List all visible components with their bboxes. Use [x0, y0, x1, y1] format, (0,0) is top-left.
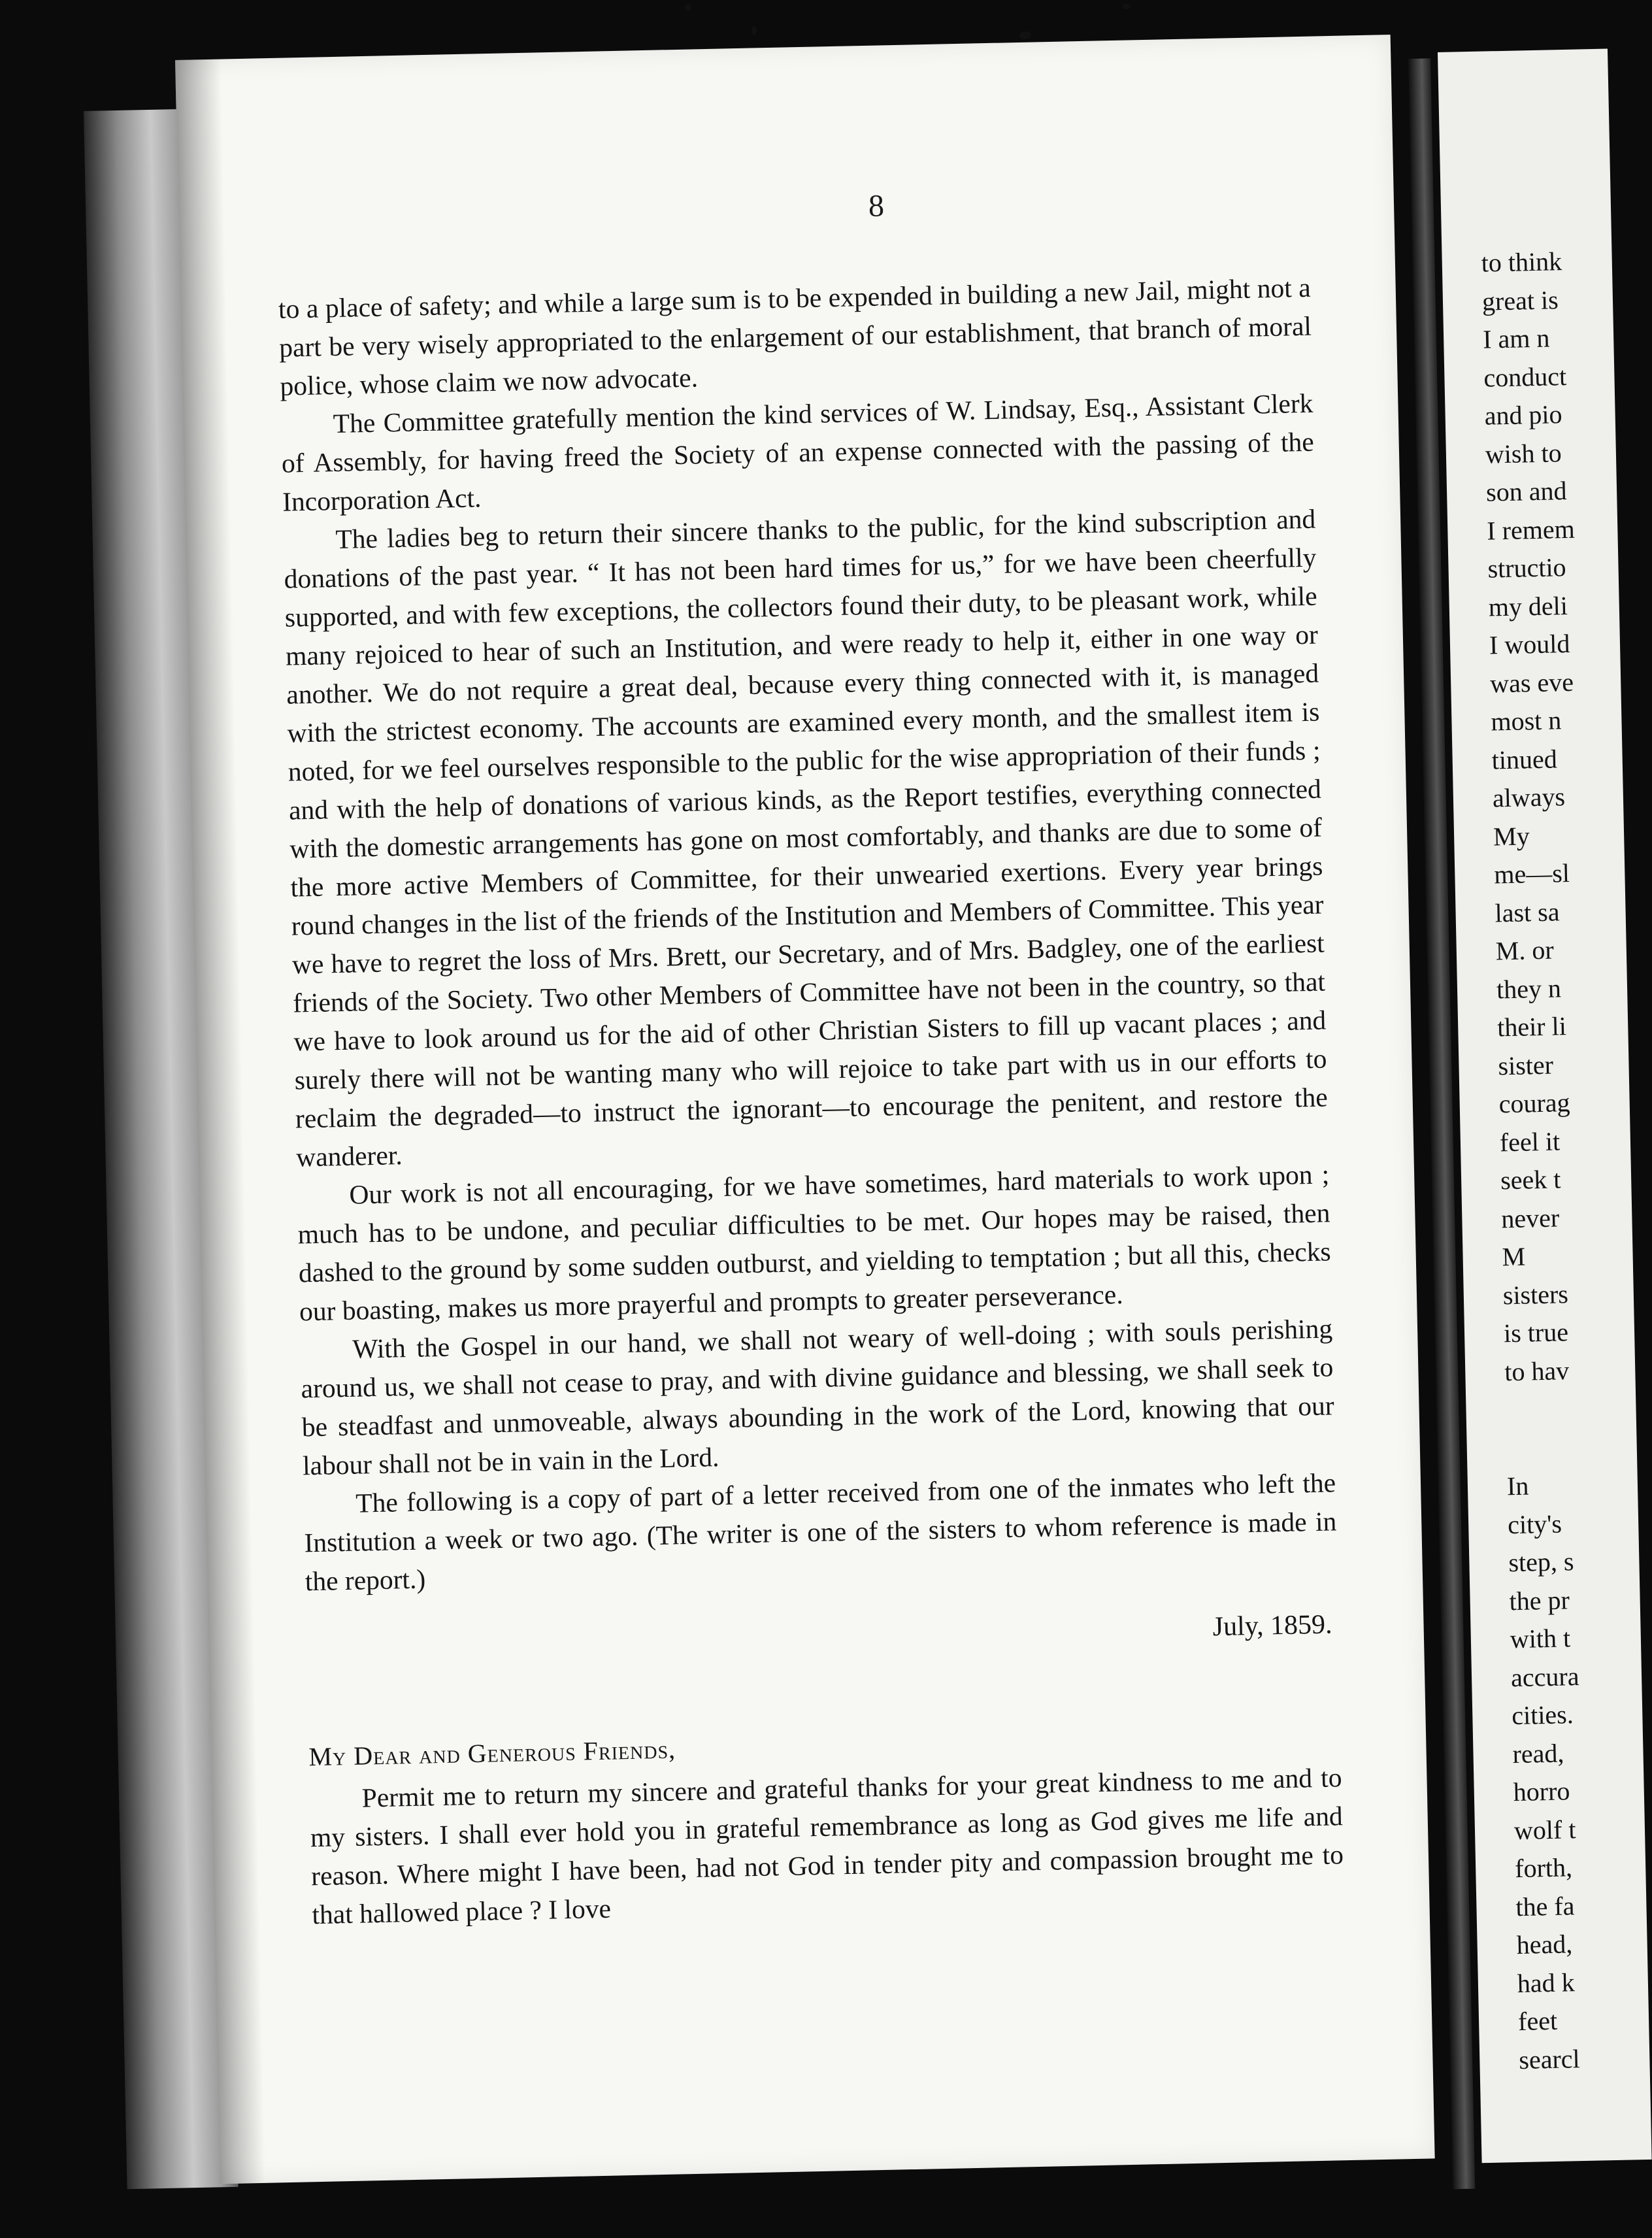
facing-page-line: city's: [1507, 1509, 1562, 1539]
paragraph: to a place of safety; and while a large sum is to be expended in building a new Jail, might not a part be very wisely appropriated to the enlargement of our establishment, that branch of moral police, whose claim we now advocate.: [278, 272, 1312, 401]
facing-page-line: me—sl: [1493, 858, 1570, 890]
facing-page-line: I remem: [1486, 514, 1576, 546]
facing-page-line: seek t: [1500, 1164, 1561, 1195]
facing-page-line: was eve: [1489, 667, 1574, 699]
letter-date: July, 1859.: [1212, 1609, 1332, 1643]
facing-page-line: the fa: [1515, 1890, 1575, 1922]
facing-page-line: forth,: [1514, 1852, 1573, 1884]
facing-page-line: head,: [1516, 1929, 1573, 1960]
facing-page-line: searcl: [1518, 2043, 1581, 2075]
facing-page-line: my deli: [1488, 590, 1568, 622]
facing-page-line: son and: [1485, 476, 1567, 507]
facing-page-line: tinued: [1491, 743, 1558, 775]
facing-page-line: their li: [1496, 1011, 1567, 1043]
facing-page-line: step, s: [1508, 1546, 1574, 1578]
facing-page-line: feel it: [1499, 1126, 1561, 1157]
facing-page-line: great is: [1481, 284, 1559, 316]
facing-page-line: I am n: [1482, 323, 1550, 354]
facing-page-line: the pr: [1509, 1584, 1570, 1616]
facing-page-line: wolf t: [1513, 1814, 1576, 1845]
facing-page-line: had k: [1517, 1967, 1576, 1998]
facing-page-line: structio: [1487, 552, 1566, 584]
facing-page-line: In: [1506, 1471, 1529, 1501]
facing-page-line: they n: [1496, 973, 1562, 1004]
facing-page-line: to think: [1481, 246, 1562, 278]
page-number: 8: [868, 188, 885, 224]
facing-page-line: M. or: [1495, 935, 1555, 966]
facing-page-fragment: [1438, 49, 1652, 2163]
facing-page-line: is true: [1503, 1317, 1569, 1348]
paragraph: The ladies beg to return their sincere thanks to the public, for the kind subscription and donations of the past year. “ It has not been hard times for us,” for we have been cheerfully supported, and with few exceptions, the collectors found their duty, to be pleasant work, while many rejoiced to hear of such an Institution, and were ready to help it, either in one way or another. We do not require a great deal, because every thing connected with it, is managed with the strictest economy. The accounts are examined every month, and the smallest item is noted, for we feel ourselves responsible to the public for the wise appropriation of their funds ; and with the help of donations of various kinds, as the Report testifies, everything connected with the domestic arrangements has gone on most comfortably, and thanks are due to some of the more active Members of Committee, for their unwearied exertions. Every year brings round changes in the list of the friends of the Institution and Members of Committee. This year we have to regret the loss of Mrs. Brett, our Secretary, and of Mrs. Badgley, one of the earliest friends of the Society. Two other Members of Committee have not been in the country, so that we have to look around us for the aid of other Christian Sisters to fill up vacant places ; and surely there will not be wanting many who will rejoice to take part with us in our efforts to reclaim the degraded—to instruct the ignorant—to encourage the penitent, and restore the wanderer.: [284, 503, 1329, 1173]
scan-speck: [1019, 31, 1031, 39]
page-body-text: [278, 269, 1344, 1935]
facing-page-line: accura: [1510, 1661, 1579, 1692]
facing-page-line: conduct: [1483, 361, 1567, 393]
facing-page-line: to hav: [1504, 1355, 1570, 1386]
facing-page-line: and pio: [1484, 399, 1562, 431]
facing-page-line: wish to: [1485, 437, 1562, 469]
scan-speck: [1123, 4, 1131, 9]
paragraph: With the Gospel in our hand, we shall not weary of well-doing ; with souls perishing around us, we shall not cease to pray, and with divine guidance and blessing, we shall seek to be steadfast and unmoveable, always abounding in the work of the Lord, knowing that our labour shall not be in vain in the Lord.: [301, 1313, 1334, 1481]
facing-page-line: M: [1502, 1241, 1526, 1272]
facing-page-line: feet: [1517, 2005, 1558, 2037]
facing-page-line: cities.: [1511, 1699, 1574, 1731]
book-page: [175, 35, 1435, 2184]
facing-page-line: always: [1492, 782, 1566, 813]
facing-page-line: horro: [1513, 1776, 1570, 1807]
letter-paragraph: Permit me to return my sincere and grateful thanks for your great kindness to me and to my sisters. I shall ever hold you in grateful remembrance as long as God gives me life and reason. Where might I have been, had not God in tender pity and compassion brought me to that hallowed place ? I love: [310, 1762, 1344, 1930]
scan-speck: [752, 26, 757, 35]
facing-page-line: courag: [1498, 1088, 1570, 1119]
paragraph: Our work is not all encouraging, for we have sometimes, hard materials to work upon ; much has to be undone, and peculiar difficulties to be met. Our hopes may be raised, then dashed to the ground by some sudden outburst, and yielding to temptation ; but all this, checks our boasting, makes us more prayerful and prompts to greater perseverance.: [297, 1159, 1332, 1327]
paragraph: The following is a copy of part of a letter received from one of the inmates who left the Institution a week or two ago. (The writer is one of the sisters to whom reference is made in the report.): [304, 1467, 1337, 1597]
facing-page-line: most n: [1490, 705, 1562, 737]
facing-page-line: last sa: [1495, 896, 1560, 927]
facing-page-line: sisters: [1502, 1278, 1569, 1310]
facing-page-line: read,: [1512, 1738, 1564, 1769]
facing-page-line: My: [1493, 820, 1530, 851]
facing-page-line: sister: [1498, 1050, 1554, 1080]
facing-page-line: with t: [1510, 1623, 1571, 1654]
scan-speck: [685, 4, 691, 10]
paragraph: The Committee gratefully mention the kind services of W. Lindsay, Esq., Assistant Clerk of Assembly, for having freed the Society of an expense connected with the passing of the Incorporation Act.: [281, 388, 1315, 517]
facing-page-line: never: [1500, 1202, 1560, 1233]
letter-salutation: My Dear and Generous Friends,: [308, 1734, 676, 1772]
facing-page-line: I would: [1489, 628, 1570, 660]
